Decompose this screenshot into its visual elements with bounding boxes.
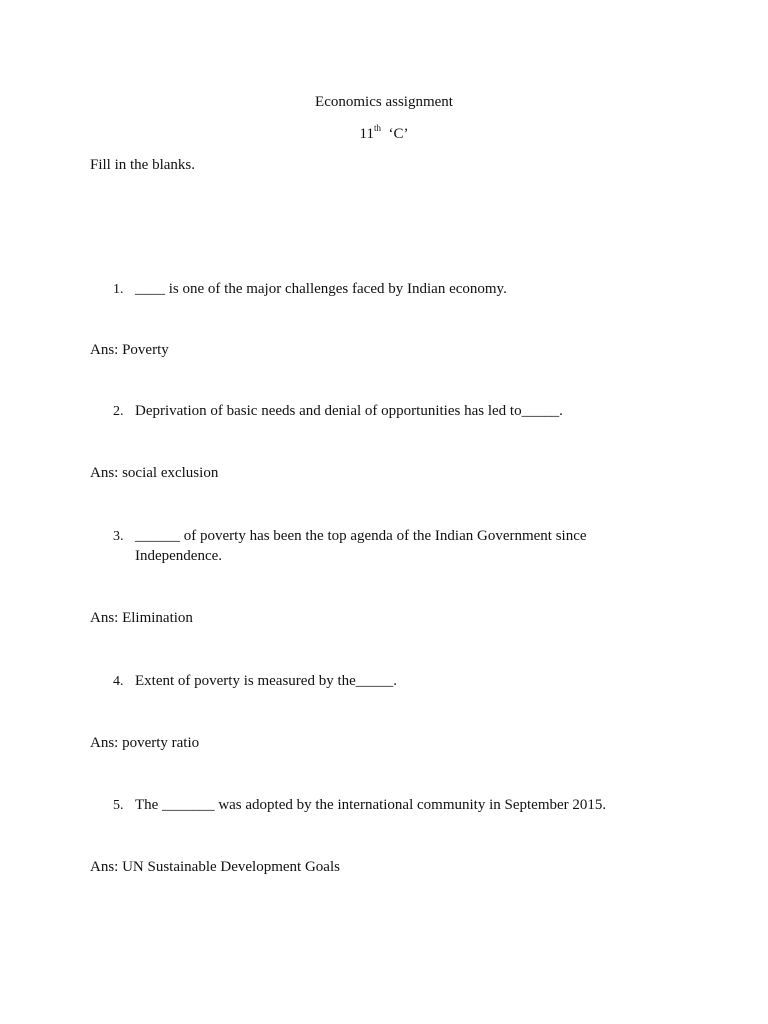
question-number: 1.	[113, 282, 124, 297]
answer-text: Ans: poverty ratio	[90, 735, 200, 751]
class-section: ‘C’	[388, 126, 409, 142]
question-text: ______ of poverty has been the top agenda of the Indian Government since Independence.	[135, 528, 587, 564]
question-number: 3.	[113, 529, 124, 544]
class-grade-suffix: th	[373, 123, 381, 133]
instructions: Fill in the blanks.	[90, 157, 195, 173]
answer-text: Ans: UN Sustainable Development Goals	[90, 859, 340, 875]
question-text: Deprivation of basic needs and denial of opportunities has led to_____.	[135, 403, 563, 419]
question-number: 4.	[113, 674, 124, 689]
document-title: Economics assignment	[315, 94, 453, 110]
question-number: 5.	[113, 798, 124, 813]
answer-text: Ans: social exclusion	[90, 465, 219, 481]
question-text: ____ is one of the major challenges faced by Indian economy.	[135, 281, 507, 297]
question-text: The _______ was adopted by the international community in September 2015.	[135, 797, 607, 813]
question-text: Extent of poverty is measured by the_____.	[135, 673, 398, 689]
answer-text: Ans: Elimination	[90, 610, 193, 626]
answer-text: Ans: Poverty	[90, 342, 169, 358]
question-number: 2.	[113, 404, 124, 419]
class-grade: 11	[359, 126, 374, 142]
class-label	[0, 124, 768, 144]
